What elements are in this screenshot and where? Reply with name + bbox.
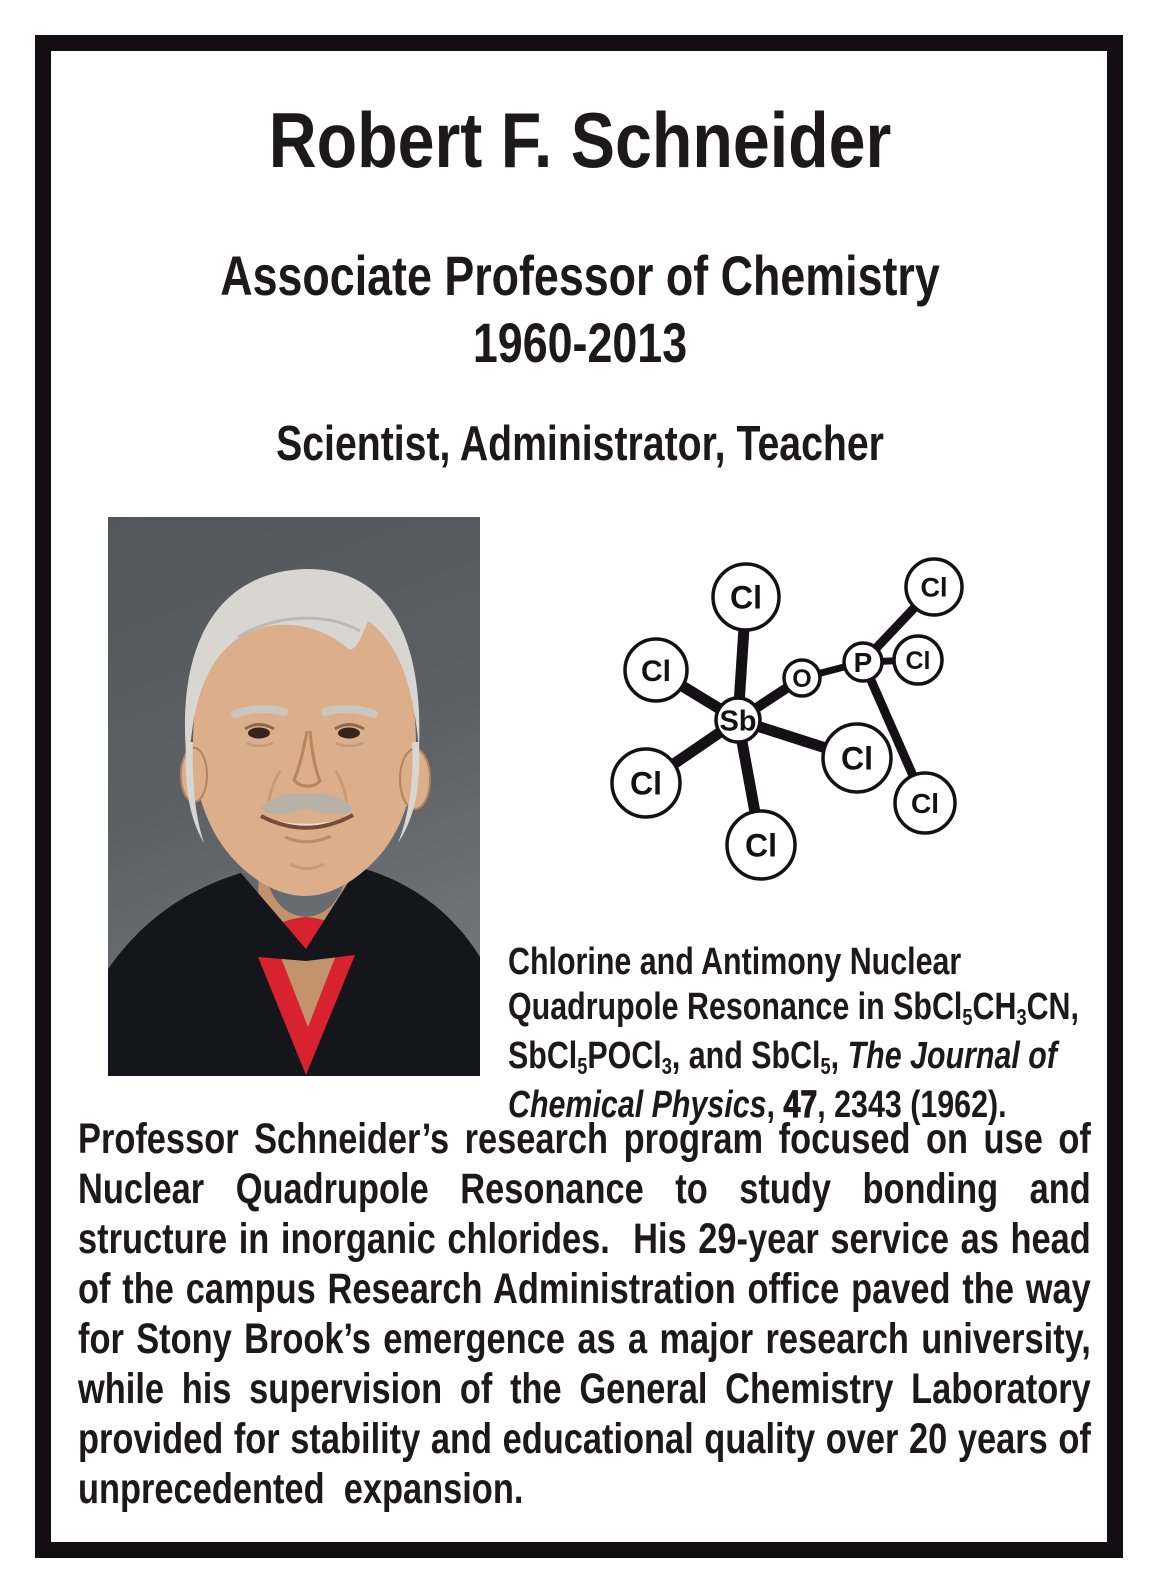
citation-segment: , and SbCl xyxy=(671,1035,821,1077)
svg-text:P: P xyxy=(853,647,873,679)
svg-text:Cl: Cl xyxy=(630,765,662,802)
atom-cl xyxy=(713,564,779,630)
citation-segment: 3 xyxy=(661,1053,672,1080)
portrait-photo xyxy=(108,517,480,1076)
atom-cl xyxy=(895,773,955,833)
citation-segment: 5 xyxy=(820,1053,831,1080)
citation-segment: , 2343 (1962). xyxy=(817,1084,1007,1126)
citation-segment: 47 xyxy=(783,1084,818,1126)
page-title: Robert F. Schneider xyxy=(268,96,892,184)
subtitle-years: 1960-2013 xyxy=(472,311,688,374)
left-eye xyxy=(248,728,270,739)
citation-segment: , xyxy=(766,1084,784,1126)
citation-segment: Chlorine and Antimony Nuclear xyxy=(508,941,962,983)
right-eye xyxy=(338,728,360,739)
svg-text:Cl: Cl xyxy=(730,579,762,616)
atom-p xyxy=(844,643,882,681)
citation-segment: Chemical Physics xyxy=(508,1084,767,1126)
atom-cl xyxy=(612,749,680,817)
atom-cl xyxy=(625,639,687,701)
svg-text:O: O xyxy=(792,665,812,693)
citation-segment: 5 xyxy=(962,1004,973,1031)
citation-segment: Quadrupole Resonance in SbCl xyxy=(508,986,963,1028)
molecule-diagram xyxy=(578,540,1060,892)
atom-o xyxy=(784,660,820,696)
bio-paragraph: Professor Schneider’s research program focused on use of Nuclear Quadrupole Resonance to study bonding and structure in inorganic chlorides. His 29-year service as head of the campus Research Administration office paved the way for Stony Brook’s emergence as a major research university, while his supervision of the General Chemistry Laboratory provided for stability and educational quality over 20 years of unprecedented expansion. xyxy=(78,1115,1101,1513)
citation-segment: 3 xyxy=(1016,1004,1027,1031)
subtitle-tagline: Scientist, Administrator, Teacher xyxy=(276,417,884,471)
atom-cl xyxy=(906,559,962,615)
citation-segment: The Journal of xyxy=(847,1035,1057,1077)
svg-text:Cl: Cl xyxy=(745,827,777,864)
atom-cl xyxy=(727,811,795,879)
subtitle-role: Associate Professor of Chemistry xyxy=(220,244,940,307)
svg-text:Cl: Cl xyxy=(911,788,939,820)
svg-text:Cl: Cl xyxy=(841,740,873,777)
citation xyxy=(508,940,1132,1128)
portrait-photo-svg xyxy=(108,517,480,1076)
svg-text:Sb: Sb xyxy=(719,705,757,738)
citation-segment: 5 xyxy=(577,1053,588,1080)
citation-segment: SbCl xyxy=(508,1035,578,1077)
citation-segment: CH xyxy=(972,986,1017,1028)
citation-segment: CN, xyxy=(1026,986,1079,1028)
svg-text:Cl: Cl xyxy=(905,647,931,675)
atom-cl xyxy=(823,724,891,792)
atom-cl xyxy=(894,636,942,684)
svg-text:Cl: Cl xyxy=(920,572,948,603)
citation-segment: , xyxy=(830,1035,848,1077)
svg-text:Cl: Cl xyxy=(641,654,671,688)
atom-sb xyxy=(716,698,760,742)
citation-segment: POCl xyxy=(587,1035,662,1077)
